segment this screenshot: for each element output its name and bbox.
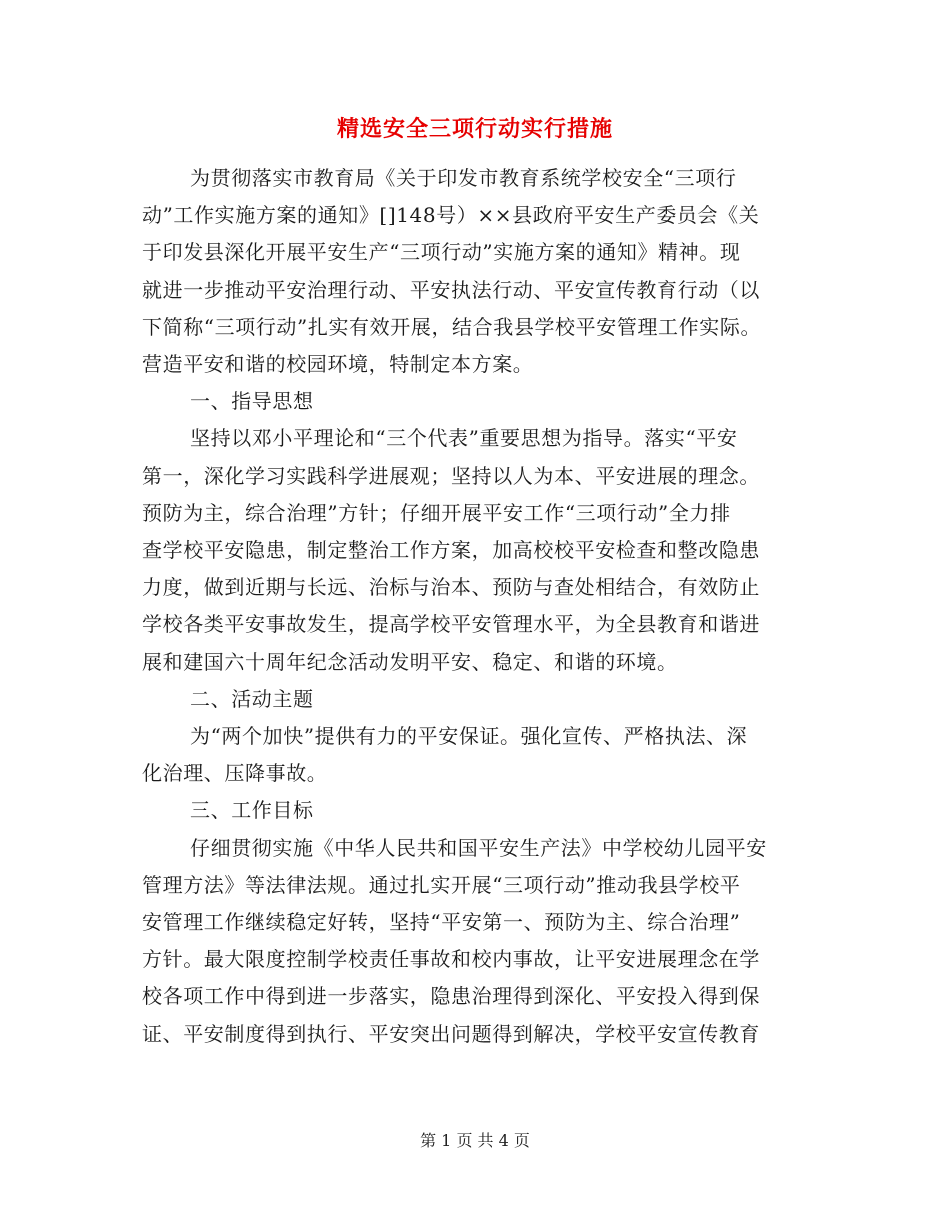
body-text-line: 下简称“三项行动”扎实有效开展，结合我县学校平安管理工作实际。 <box>142 314 762 339</box>
body-text-line: 力度，做到近期与长远、治标与治本、预防与查处相结合，有效防止 <box>142 575 760 600</box>
body-text-line: 为贯彻落实市教育局《关于印发市教育系统学校安全“三项行 <box>190 166 737 190</box>
body-text-line: 就进一步推动平安治理行动、平安执法行动、平安宣传教育行动（以 <box>142 277 760 302</box>
body-text-line: 方针。最大限度控制学校责任事故和校内事故，让平安进展理念在学 <box>142 947 760 972</box>
document-title: 精选安全三项行动实行措施 <box>336 116 613 142</box>
body-text-line: 证、平安制度得到执行、平安突出问题得到解决，学校平安宣传教育 <box>142 1021 760 1046</box>
body-text-line: 坚持以邓小平理论和“三个代表”重要思想为指导。落实“平安 <box>190 426 738 451</box>
body-text-line: 二、活动主题 <box>190 686 314 711</box>
body-text-line: 动”工作实施方案的通知》[]148号）××县政府平安生产委员会《关 <box>142 203 760 228</box>
body-text-line: 管理方法》等法律法规。通过扎实开展“三项行动”推动我县学校平 <box>142 872 741 897</box>
body-text-line: 预防为主，综合治理”方针；仔细开展平安工作“三项行动”全力排 <box>142 500 731 525</box>
body-text-line: 展和建国六十周年纪念活动发明平安、稳定、和谐的环境。 <box>142 649 678 674</box>
body-text-line: 仔细贯彻实施《中华人民共和国平安生产法》中学校幼儿园平安 <box>190 835 767 860</box>
body-text-line: 为“两个加快”提供有力的平安保证。强化宣传、严格执法、深 <box>190 724 748 749</box>
body-text-line: 一、指导思想 <box>190 389 314 414</box>
body-text-line: 校各项工作中得到进一步落实，隐患治理得到深化、平安投入得到保 <box>142 984 760 1009</box>
body-text-line: 安管理工作继续稳定好转，坚持“平安第一、预防为主、综合治理” <box>142 910 741 935</box>
body-text-line: 于印发县深化开展平安生产“三项行动”实施方案的通知》精神。现 <box>142 240 741 265</box>
body-text-line: 营造平安和谐的校园环境，特制定本方案。 <box>142 352 534 377</box>
page-footer: 第 1 页 共 4 页 <box>420 1131 530 1150</box>
body-text-line: 化治理、压降事故。 <box>142 761 328 786</box>
body-text-line: 查学校平安隐患，制定整治工作方案，加高校校平安检查和整改隐患 <box>142 538 760 563</box>
body-text-line: 学校各类平安事故发生，提高学校平安管理水平，为全县教育和谐进 <box>142 612 760 637</box>
body-text-line: 三、工作目标 <box>190 798 314 823</box>
body-text-line: 第一，深化学习实践科学进展观；坚持以人为本、平安进展的理念。 <box>142 463 760 488</box>
document-body <box>142 160 808 1053</box>
